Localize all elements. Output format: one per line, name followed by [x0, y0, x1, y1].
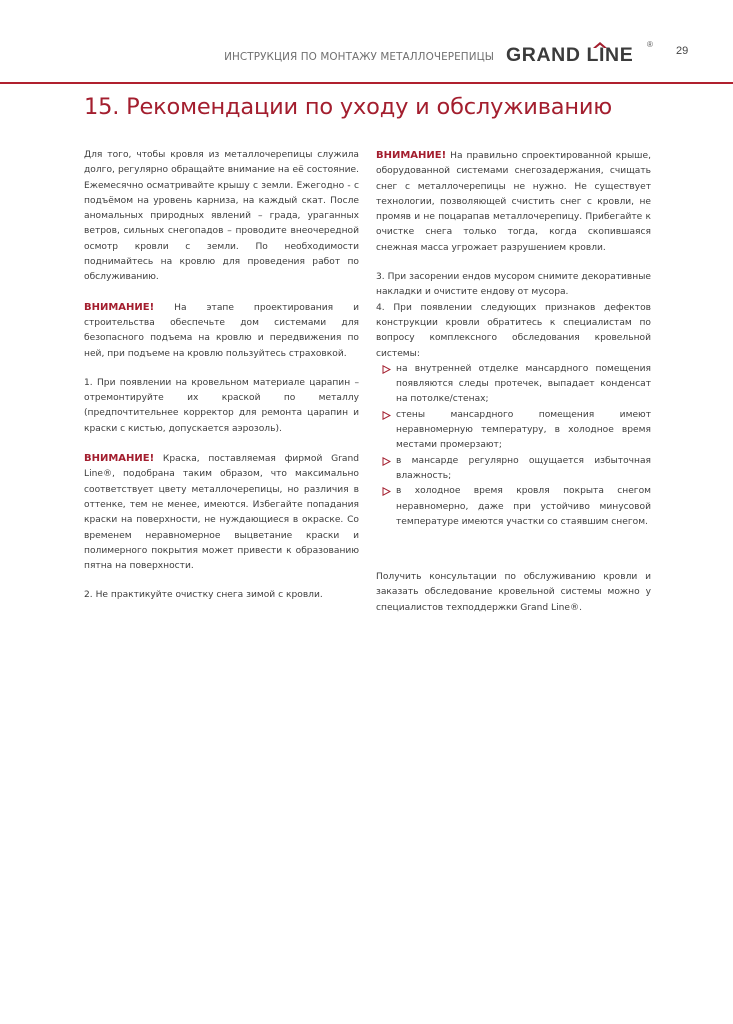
- warning-text: Краска, поставляемая фирмой Grand Line®, подобрана таким образом, что максимально соответствует цвету металлочерепицы, но различия в оттенке, тем не менее, имеются. Избегайте попадания краски на поверхности, не нуждающиеся в окраске. Со временем неравномерное выцветание краски и полимерного покрытия может привести к образованию пятна на поверхности.: [84, 454, 359, 572]
- warning-label: ВНИМАНИЕ!: [376, 150, 447, 161]
- item-1-paragraph: 1. При появлении на кровельном материале царапин – отремонтируйте их краской по металлу (предпочтительнее корректор для ремонта царапин и краски с кистью, допускается аэрозоль).: [84, 377, 359, 434]
- logo-text: GRAND LINE: [506, 44, 634, 66]
- triangle-bullet-icon: [382, 365, 391, 374]
- defect-signs-list: [376, 362, 651, 530]
- list-item-text: стены мансардного помещения имеют неравномерную температуру, в холодное время местами промерзают;: [396, 409, 651, 451]
- right-column: [376, 148, 651, 630]
- logo-registered-mark: ®: [647, 40, 653, 49]
- header-divider: [0, 82, 733, 84]
- grand-line-logo: [506, 40, 654, 70]
- list-item-text: на внутренней отделке мансардного помещения появляются следы протечек, выпадает конденсат на потолке/стенах;: [396, 363, 651, 405]
- warning-label: ВНИМАНИЕ!: [84, 453, 155, 465]
- warning-paint-paragraph: [84, 451, 359, 574]
- triangle-bullet-icon: [382, 411, 391, 420]
- warning-snow-paragraph: [376, 148, 651, 256]
- list-item: [376, 484, 651, 530]
- list-item-text: в мансарде регулярно ощущается избыточная влажность;: [396, 455, 651, 481]
- spacer: [376, 544, 651, 570]
- item-2-paragraph: 2. Не практикуйте очистку снега зимой с кровли.: [84, 590, 323, 601]
- list-item-text: в холодное время кровля покрыта снегом неравномерно, даже при устойчиво минусовой температуре имеются участки со стаявшим снегом.: [396, 486, 651, 527]
- section-title: 15. Рекомендации по уходу и обслуживанию: [84, 94, 613, 120]
- triangle-bullet-icon: [382, 487, 391, 496]
- warning-label: ВНИМАНИЕ!: [84, 301, 155, 313]
- item-3-paragraph: 3. При засорении ендов мусором снимите декоративные накладки и очистите ендову от мусора.: [376, 272, 651, 298]
- document-header-title: ИНСТРУКЦИЯ ПО МОНТАЖУ МЕТАЛЛОЧЕРЕПИЦЫ: [224, 51, 494, 63]
- left-column: [84, 148, 359, 618]
- triangle-bullet-icon: [382, 457, 391, 466]
- list-item: [376, 408, 651, 454]
- list-item: [376, 454, 651, 485]
- warning-text: На этапе проектирования и строительства обеспечьте дом системами для безопасного подъема на кровлю и передвижения по ней, при подъеме на кровлю пользуйтесь страховкой.: [84, 302, 359, 359]
- closing-paragraph: Получить консультации по обслуживанию кровли и заказать обследование кровельной системы можно у специалистов техподдержки Grand Line®.: [376, 572, 651, 613]
- warning-safety-paragraph: [84, 300, 359, 362]
- intro-paragraph: Для того, чтобы кровля из металлочерепицы служила долго, регулярно обращайте внимание на её состояние. Ежемесячно осматривайте крышу с земли. Ежегодно - с подъёмом на уровень карниза, на каждый скат. После аномальных природных явлений – града, ураганных ветров, сильных снегопадов – проводите внеочередной осмотр кровли с земли. По необходимости поднимайтесь на кровлю для проведения работ по обслуживанию.: [84, 150, 359, 283]
- page-number: 29: [676, 45, 689, 57]
- warning-text: На правильно спроектированной крыше, оборудованной системами снегозадержания, счищать снег с металлочерепицы не нужно. Не существует технологии, позволяющей счистить снег с кровли, не промяв и не поцарапав металлочерепицу. Прибегайте к очистке снега только тогда, когда скопившаяся снежная масса угрожает разрушением кровли.: [376, 151, 651, 253]
- list-item: [376, 362, 651, 408]
- item-4-paragraph: 4. При появлении следующих признаков дефектов конструкции кровли обратитесь к специалистам по вопросу комплексного обследования кровельной системы:: [376, 302, 651, 359]
